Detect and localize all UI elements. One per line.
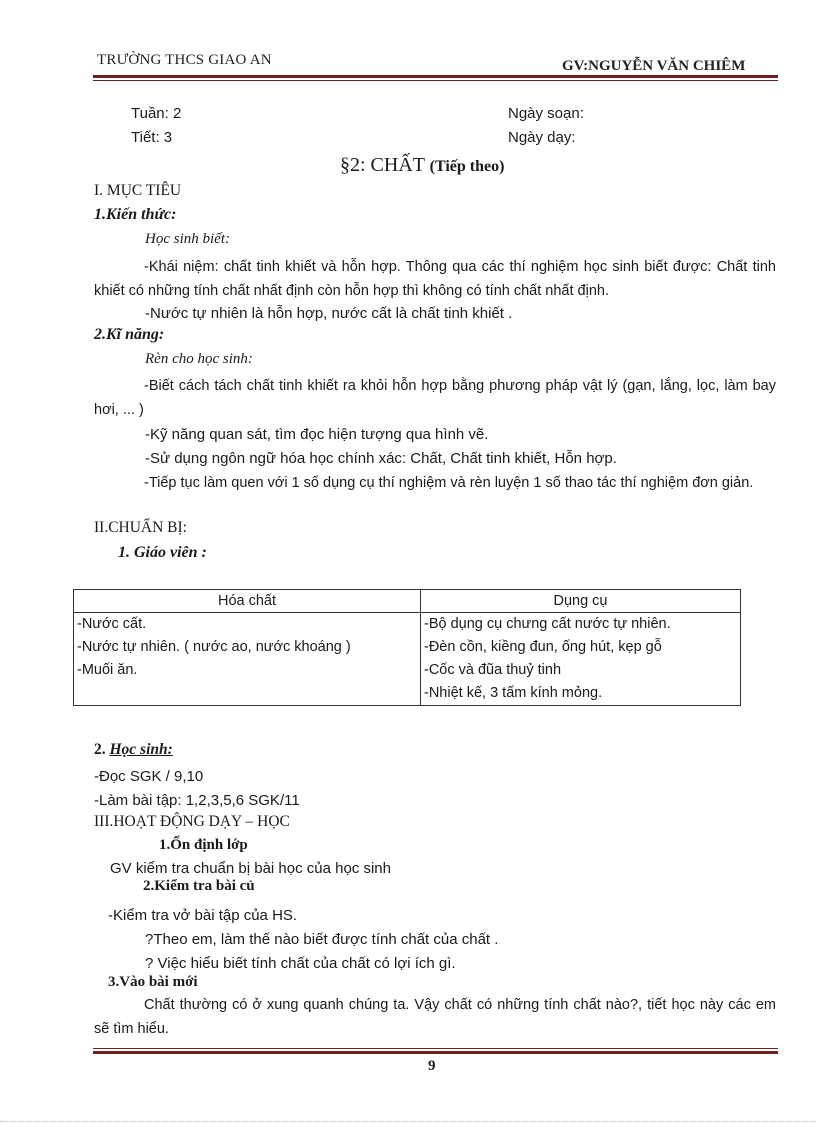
lesson-title-main: §2: CHẤT bbox=[340, 154, 425, 176]
chemical-item: -Nước tự nhiên. ( nước ao, nước khoáng ) bbox=[74, 636, 421, 659]
new-lesson-text: Chất thường có ở xung quanh chúng ta. Vậy chất có những tính chất nào?, tiết học này các em sẽ tìm hiểu. bbox=[94, 997, 776, 1037]
equipment-item: -Đèn cồn, kiềng đun, ống hút, kẹp gỗ bbox=[421, 636, 741, 659]
review-text: -Kiểm tra vở bài tập của HS. bbox=[108, 907, 298, 924]
page-number: 9 bbox=[428, 1058, 436, 1074]
student-prep-heading bbox=[94, 741, 173, 759]
review-question-2: ? Việc hiểu biết tính chất của chất có lợi ích gì. bbox=[145, 955, 456, 972]
teacher-prep-heading: 1. Giáo viên : bbox=[118, 544, 207, 561]
new-lesson-heading: 3.Vào bài mới bbox=[108, 974, 198, 990]
materials-table bbox=[73, 589, 741, 706]
skills-point-4: -Tiếp tục làm quen với 1 số dụng cụ thí nghiệm và rèn luyện 1 số thao tác thí nghiệm đơn giản. bbox=[144, 475, 754, 491]
student-prep-title: Học sinh: bbox=[109, 741, 173, 758]
skills-heading: 2.Kĩ năng: bbox=[94, 326, 165, 343]
student-prep-number: 2. bbox=[94, 741, 110, 758]
preparation-heading: II.CHUẨN BỊ: bbox=[94, 519, 187, 536]
teacher-name: GV:NGUYỄN VĂN CHIÊM bbox=[562, 58, 746, 74]
equipment-header: Dụng cụ bbox=[421, 590, 741, 613]
objectives-heading: I. MỤC TIÊU bbox=[94, 182, 182, 199]
period-label: Tiết: 3 bbox=[131, 129, 173, 146]
header-divider bbox=[93, 75, 778, 81]
knowledge-point-1: -Khái niệm: chất tinh khiết và hỗn hợp. Thông qua các thí nghiệm học sinh biết được: Chất tinh khiết có những tính chất nhất định còn hỗn hợp thì không có tính chất nhất định. bbox=[94, 259, 776, 299]
stabilize-text: GV kiểm tra chuẩn bị bài học của học sinh bbox=[110, 860, 391, 877]
knowledge-point-2: -Nước tự nhiên là hỗn hợp, nước cất là chất tinh khiết . bbox=[145, 305, 513, 322]
footer-divider bbox=[93, 1048, 778, 1054]
student-item: -Làm bài tập: 1,2,3,5,6 SGK/11 bbox=[94, 792, 300, 809]
equipment-item: -Bộ dụng cụ chưng cất nước tự nhiên. bbox=[421, 613, 741, 637]
skills-point-3: -Sử dụng ngôn ngữ hóa học chính xác: Chất, Chất tinh khiết, Hỗn hợp. bbox=[145, 450, 617, 467]
prep-date-label: Ngày soạn: bbox=[508, 105, 584, 122]
review-question-1: ?Theo em, làm thế nào biết được tính chất của chất . bbox=[145, 931, 499, 948]
chemicals-header: Hóa chất bbox=[74, 590, 421, 613]
chemical-item: -Muối ăn. bbox=[74, 659, 421, 682]
skills-point-2: -Kỹ năng quan sát, tìm đọc hiện tượng qua hình vẽ. bbox=[145, 426, 489, 443]
equipment-item: -Cốc và đũa thuỷ tinh bbox=[421, 659, 741, 682]
skills-point-1: -Biết cách tách chất tinh khiết ra khỏi hỗn hợp bằng phương pháp vật lý (gạn, lắng, lọc, làm bay hơi, ... ) bbox=[94, 378, 776, 418]
lesson-title bbox=[340, 154, 504, 177]
teach-date-label: Ngày dạy: bbox=[508, 129, 576, 146]
student-item: -Đọc SGK / 9,10 bbox=[94, 768, 204, 785]
lesson-title-sub: (Tiếp theo) bbox=[429, 158, 505, 175]
activities-heading: III.HOẠT ĐỘNG DẠY – HỌC bbox=[94, 813, 290, 830]
skills-intro: Rèn cho học sinh: bbox=[145, 351, 253, 367]
page-edge-line bbox=[0, 1121, 816, 1122]
review-heading: 2.Kiểm tra bài củ bbox=[143, 878, 255, 894]
school-name: TRƯỜNG THCS GIAO AN bbox=[97, 52, 272, 68]
knowledge-heading: 1.Kiến thức: bbox=[94, 206, 177, 223]
chemical-item: -Nước cất. bbox=[74, 613, 421, 637]
knowledge-intro: Học sinh biết: bbox=[145, 231, 230, 247]
week-label: Tuần: 2 bbox=[131, 105, 182, 122]
chemical-item bbox=[74, 682, 421, 706]
stabilize-heading: 1.Ổn định lớp bbox=[159, 837, 248, 853]
equipment-item: -Nhiệt kế, 3 tấm kính mỏng. bbox=[421, 682, 741, 706]
